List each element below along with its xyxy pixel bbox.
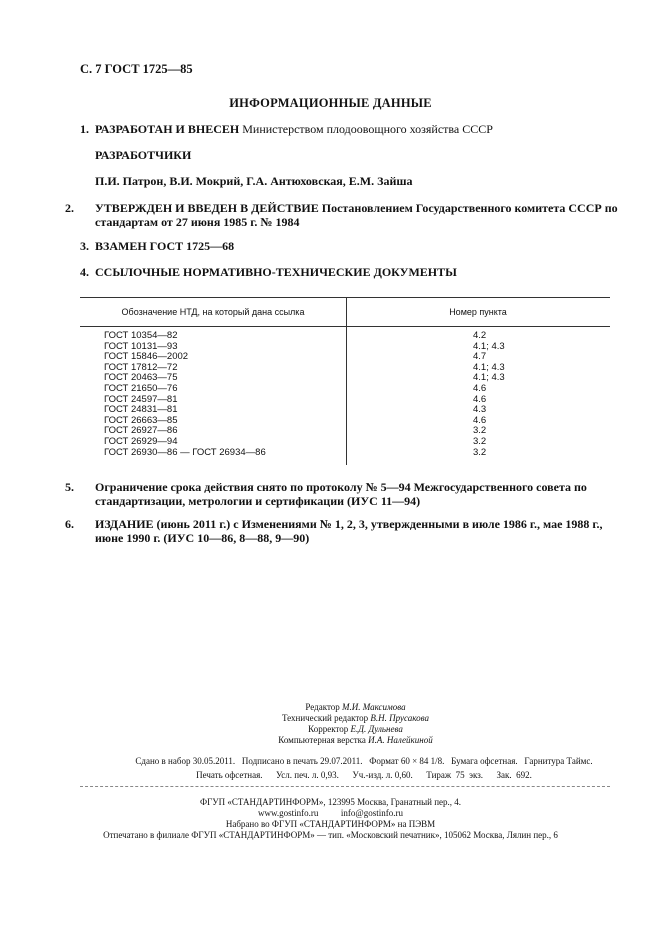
table-cell-item: 4.7 <box>473 351 487 363</box>
section-1-text: Министерством плодоовощного хозяйства СССР <box>239 122 493 136</box>
table-cell-document: ГОСТ 26663—85 <box>104 414 178 426</box>
section-2 <box>65 201 620 229</box>
credit-person: М.И. Максимова <box>342 702 406 712</box>
section-number: 5. <box>65 480 74 494</box>
publisher-line-2: www.gostinfo.ru info@gostinfo.ru <box>258 808 403 818</box>
table-cell-item: 4.1; 4.3 <box>473 372 505 384</box>
section-number: 3. <box>80 239 89 253</box>
table-cell-item: 3.2 <box>473 436 487 447</box>
section-2-text: Постановлением Государственного комитета СССР по стандартам от 27 июня 1985 г. № 1984 <box>95 201 618 229</box>
credit-tech-editor <box>0 713 661 724</box>
section-number: 2. <box>65 201 74 215</box>
table-cell-item: 3.2 <box>473 425 487 437</box>
section-6-text: (июнь 2011 г.) с Изменениями № 1, 2, 3, утвержденными в июле 1986 г., мае 1988 г., июне 1990 г. (ИУС 10—86, 8—88, 9—90) <box>95 517 603 545</box>
table-top-rule <box>80 297 610 298</box>
table-row <box>0 383 661 394</box>
section-number: 4. <box>80 265 89 279</box>
table-row <box>0 372 661 383</box>
print-info-line-1: Сдано в набор 30.05.2011. Подписано в печать 29.07.2011. Формат 60 × 84 1/8. Бумага офсетная. Гарнитура Таймс. <box>135 756 593 766</box>
table-cell-item: 4.3 <box>473 404 487 416</box>
section-5-text: Ограничение срока действия снято по протоколу № 5—94 Межгосударственного совета по стандартизации, метрологии и сертификации (ИУС 11—94) <box>95 480 587 508</box>
running-head: С. 7 ГОСТ 1725—85 <box>80 62 193 76</box>
publisher-line-1: ФГУП «СТАНДАРТИНФОРМ», 123995 Москва, Гранатный пер., 4. <box>199 797 462 807</box>
table-cell-item: 4.6 <box>473 393 487 405</box>
section-6 <box>65 517 620 545</box>
section-4 <box>80 265 620 279</box>
section-2-title: УТВЕРЖДЕН И ВВЕДЕН В ДЕЙСТВИЕ <box>95 201 319 215</box>
table-cell-document: ГОСТ 26927—86 <box>104 425 178 437</box>
section-3 <box>80 239 620 253</box>
section-1 <box>80 122 620 136</box>
publisher-block <box>0 797 661 841</box>
table-row <box>0 330 661 341</box>
credit-layout <box>0 735 661 746</box>
table-cell-item: 4.1; 4.3 <box>473 340 505 352</box>
table-cell-document: ГОСТ 26930—86 — ГОСТ 26934—86 <box>104 446 266 458</box>
publisher-line-4: Отпечатано в филиале ФГУП «СТАНДАРТИНФОРМ» — тип. «Московский печатник», 105062 Москва, Лялин пер., 6 <box>103 830 558 840</box>
table-row <box>0 362 661 373</box>
table-cell-document: ГОСТ 17812—72 <box>104 361 178 373</box>
section-number: 6. <box>65 517 74 531</box>
table-cell-item: 4.1; 4.3 <box>473 361 505 373</box>
table-cell-document: ГОСТ 21650—76 <box>104 383 178 394</box>
table-header-item: Номер пункта <box>449 307 507 317</box>
credits-block <box>0 702 661 746</box>
credit-corrector <box>0 724 661 735</box>
credit-person: Е.Д. Дульнева <box>350 724 403 734</box>
section-3-title: ВЗАМЕН ГОСТ 1725—68 <box>95 239 235 253</box>
table-row <box>0 351 661 362</box>
page-title: ИНФОРМАЦИОННЫЕ ДАННЫЕ <box>229 96 432 110</box>
credit-person: И.А. Налейкиной <box>368 735 433 745</box>
table-row <box>0 404 661 415</box>
section-1-title: РАЗРАБОТАН И ВНЕСЕН <box>95 122 240 136</box>
divider <box>80 786 610 787</box>
table-cell-document: ГОСТ 24597—81 <box>104 393 178 405</box>
table-cell-document: ГОСТ 20463—75 <box>104 372 178 384</box>
developers-label: РАЗРАБОТЧИКИ <box>95 148 192 162</box>
credit-person: В.Н. Прусакова <box>370 713 430 723</box>
table-row <box>0 394 661 405</box>
table-header-document: Обозначение НТД, на который дана ссылка <box>121 307 305 317</box>
table-cell-document: ГОСТ 10131—93 <box>104 340 178 352</box>
table-cell-document: ГОСТ 10354—82 <box>104 330 178 341</box>
table-header-rule <box>80 326 610 327</box>
table-cell-document: ГОСТ 26929—94 <box>104 436 178 447</box>
table-row <box>0 425 661 436</box>
print-info-line-2: Печать офсетная. Усл. печ. л. 0,93. Уч.-изд. л. 0,60. Тираж 75 экз. Зак. 692. <box>196 770 532 780</box>
table-cell-item: 3.2 <box>473 446 487 458</box>
credit-label: Технический редактор <box>281 713 369 723</box>
credit-label: Компьютерная верстка <box>278 735 366 745</box>
table-row <box>0 447 661 458</box>
table-cell-document: ГОСТ 24831—81 <box>104 404 178 416</box>
credit-label: Корректор <box>308 724 349 734</box>
credit-label: Редактор <box>305 702 340 712</box>
table-cell-item: 4.6 <box>473 414 487 426</box>
publisher-line-3: Набрано во ФГУП «СТАНДАРТИНФОРМ» на ПЭВМ <box>225 819 436 829</box>
table-cell-item: 4.2 <box>473 330 487 341</box>
table-row <box>0 341 661 352</box>
section-6-title: ИЗДАНИЕ <box>95 517 154 531</box>
table-row <box>0 436 661 447</box>
section-5 <box>65 480 620 508</box>
print-info <box>84 754 644 782</box>
table-row <box>0 415 661 426</box>
developers-list: П.И. Патрон, В.И. Мокрий, Г.А. Антюховская, Е.М. Зайша <box>95 174 413 188</box>
section-number: 1. <box>80 122 89 136</box>
section-4-title: ССЫЛОЧНЫЕ НОРМАТИВНО-ТЕХНИЧЕСКИЕ ДОКУМЕНТЫ <box>95 265 457 279</box>
table-cell-item: 4.6 <box>473 383 487 394</box>
credit-editor <box>0 702 661 713</box>
table-cell-document: ГОСТ 15846—2002 <box>104 351 189 363</box>
